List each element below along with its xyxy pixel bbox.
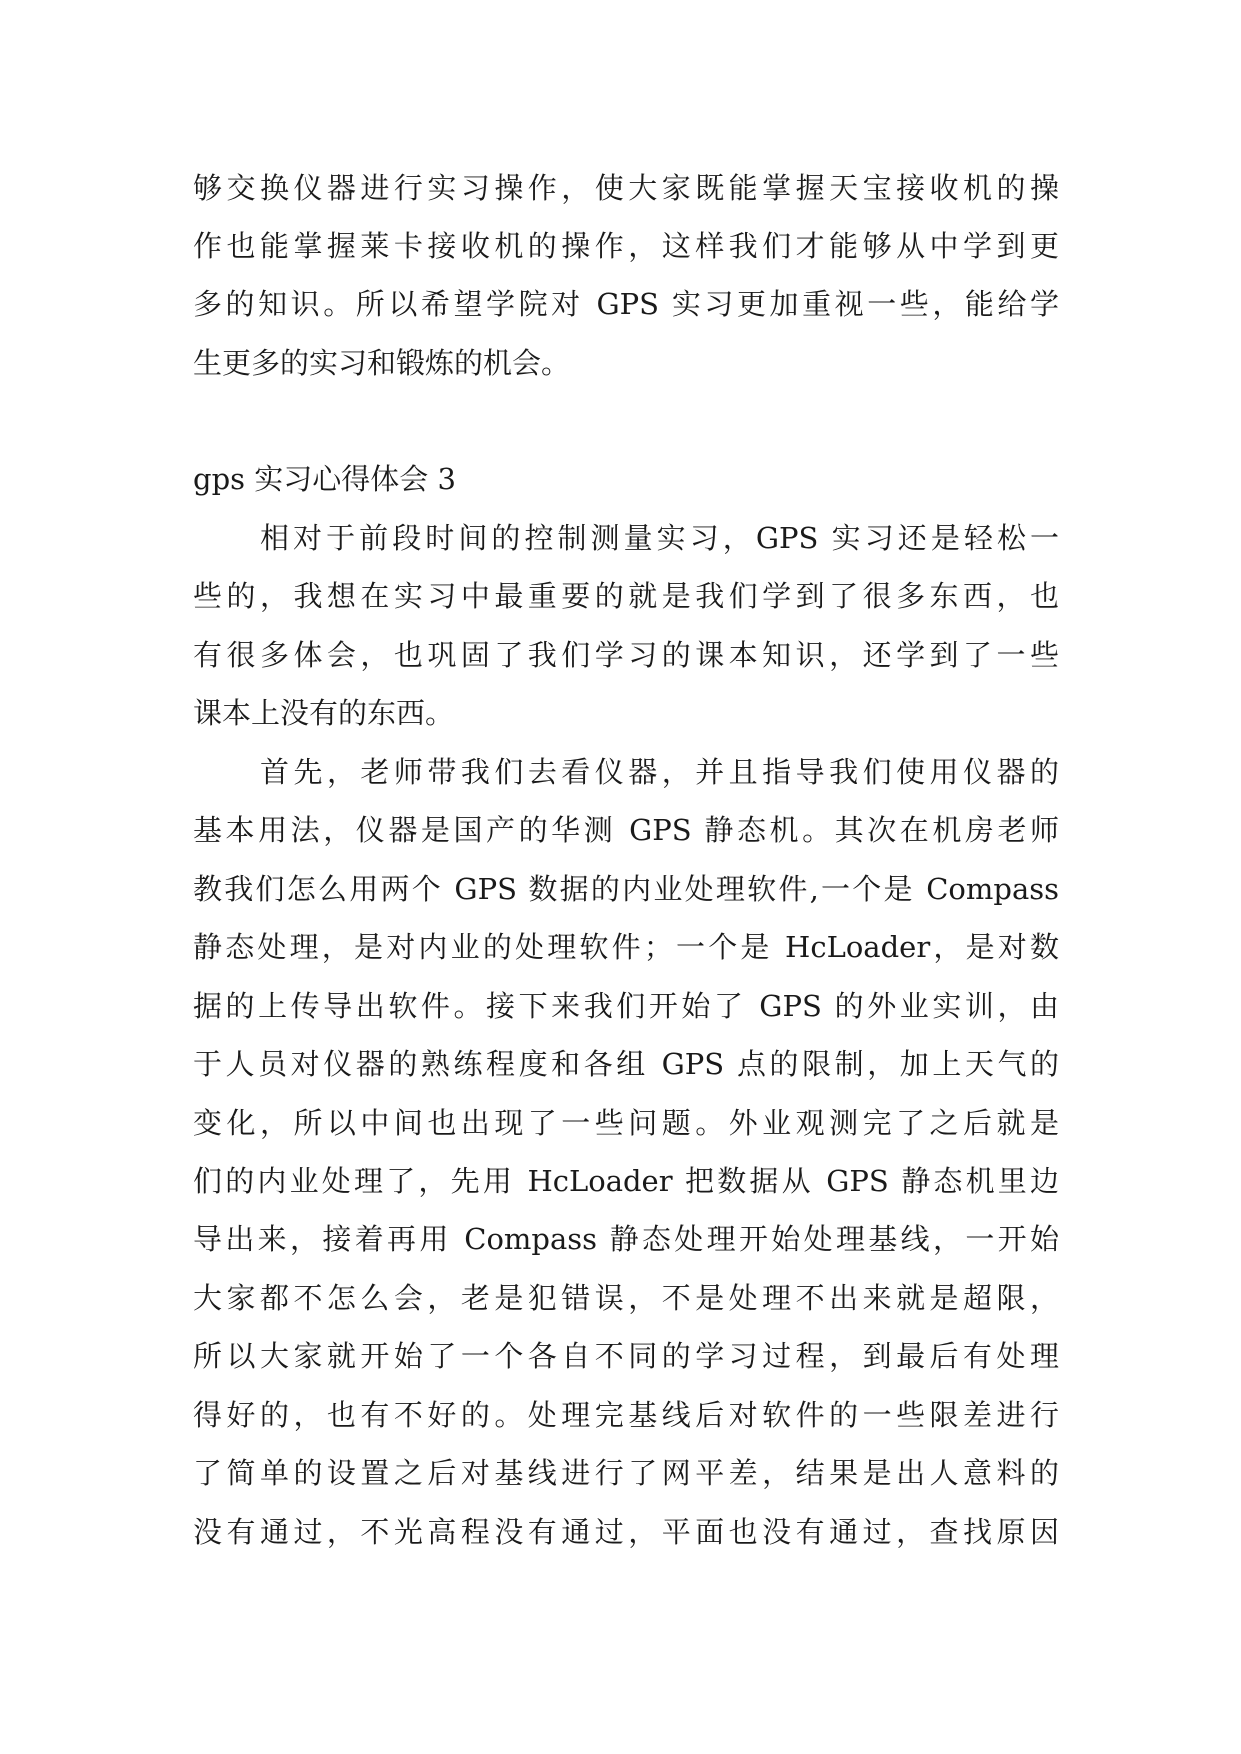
paragraph-line: 静态处理，是对内业的处理软件；一个是 HcLoader，是对数	[193, 930, 1059, 964]
section-heading: gps 实习心得体会 3	[193, 462, 456, 496]
paragraph-line: 据的上传导出软件。接下来我们开始了 GPS 的外业实训，由	[193, 989, 1059, 1023]
paragraph-line: 得好的，也有不好的。处理完基线后对软件的一些限差进行	[193, 1398, 1059, 1432]
paragraph-line: 首先，老师带我们去看仪器，并且指导我们使用仪器的	[260, 755, 1059, 789]
paragraph-line: 够交换仪器进行实习操作，使大家既能掌握天宝接收机的操	[193, 171, 1059, 205]
paragraph-line: 导出来，接着再用 Compass 静态处理开始处理基线，一开始	[193, 1222, 1059, 1256]
paragraph-line: 课本上没有的东西。	[193, 696, 455, 730]
paragraph-line: 相对于前段时间的控制测量实习，GPS 实习还是轻松一	[260, 521, 1059, 555]
paragraph-line: 多的知识。所以希望学院对 GPS 实习更加重视一些，能给学	[193, 287, 1059, 321]
paragraph-line: 了简单的设置之后对基线进行了网平差，结果是出人意料的	[193, 1456, 1059, 1490]
paragraph-line: 些的，我想在实习中最重要的就是我们学到了很多东西，也	[193, 579, 1059, 613]
paragraph-line: 所以大家就开始了一个各自不同的学习过程，到最后有处理	[193, 1339, 1059, 1373]
paragraph-line: 作也能掌握莱卡接收机的操作，这样我们才能够从中学到更	[193, 229, 1059, 263]
paragraph-line: 有很多体会，也巩固了我们学习的课本知识，还学到了一些	[193, 638, 1059, 672]
paragraph-line: 于人员对仪器的熟练程度和各组 GPS 点的限制，加上天气的	[193, 1047, 1059, 1081]
paragraph-line: 没有通过，不光高程没有通过，平面也没有通过，查找原因	[193, 1515, 1059, 1549]
paragraph-line: 生更多的实习和锻炼的机会。	[193, 346, 571, 380]
paragraph-line: 们的内业处理了，先用 HcLoader 把数据从 GPS 静态机里边	[193, 1164, 1059, 1198]
paragraph-line: 大家都不怎么会，老是犯错误，不是处理不出来就是超限，	[193, 1281, 1059, 1315]
paragraph-line: 基本用法，仪器是国产的华测 GPS 静态机。其次在机房老师	[193, 813, 1059, 847]
paragraph-line: 变化，所以中间也出现了一些问题。外业观测完了之后就是	[193, 1106, 1059, 1140]
paragraph-line: 教我们怎么用两个 GPS 数据的内业处理软件,一个是 Compass	[193, 872, 1059, 906]
